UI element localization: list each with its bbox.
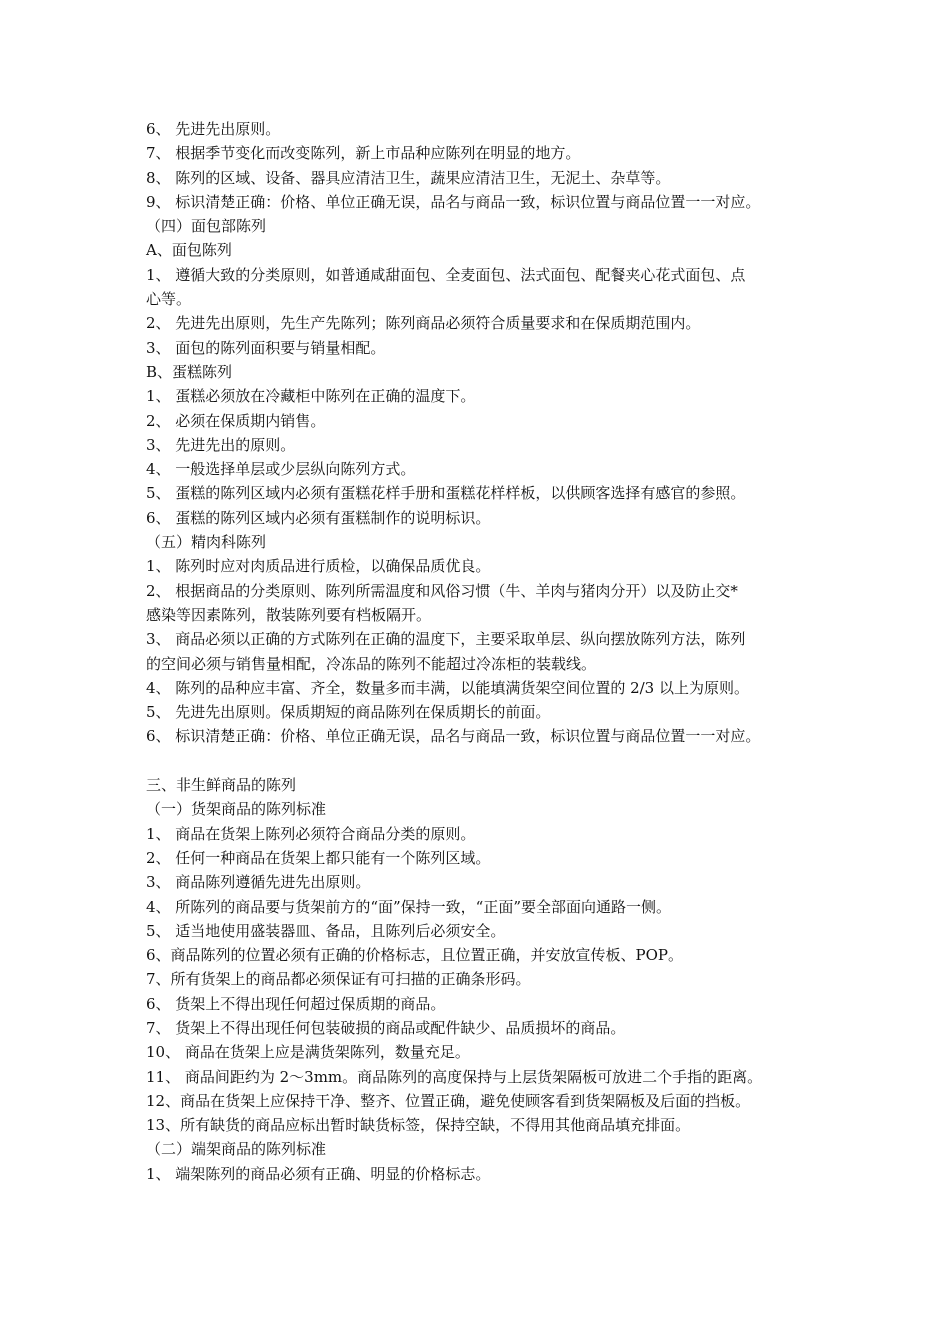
text-line: 2、 根据商品的分类原则、陈列所需温度和风俗习惯（牛、羊肉与猪肉分开）以及防止交*: [146, 581, 738, 600]
text-line: 1、 陈列时应对肉质品进行质检，以确保品质优良。: [146, 557, 491, 576]
text-line: 6、商品陈列的位置必须有正确的价格标志，且位置正确，并安放宣传板、POP。: [146, 946, 684, 965]
text-line: 感染等因素陈列，散装陈列要有档板隔开。: [146, 605, 432, 624]
text-line: 7、所有货架上的商品都必须保证有可扫描的正确条形码。: [146, 970, 531, 989]
text-line: 4、 所陈列的商品要与货架前方的“面”保持一致，“正面”要全部面向通路一侧。: [146, 897, 671, 916]
subsection-heading: A、面包陈列: [146, 241, 232, 260]
text-line: 12、商品在货架上应保持干净、整齐、位置正确，避免使顾客看到货架隔板及后面的挡板。: [146, 1091, 751, 1110]
text-line: 6、 先进先出原则。: [146, 120, 281, 138]
text-line: 6、 货架上不得出现任何超过保质期的商品。: [146, 994, 446, 1013]
text-line: 5、 适当地使用盛装器皿、备品，且陈列后必须安全。: [146, 921, 506, 940]
text-line: 13、所有缺货的商品应标出暂时缺货标签，保持空缺，不得用其他商品填充排面。: [146, 1116, 691, 1135]
text-line: 5、 蛋糕的陈列区域内必须有蛋糕花样手册和蛋糕花样样板，以供顾客选择有感官的参照。: [146, 484, 746, 503]
text-line: 8、 陈列的区域、设备、器具应清洁卫生，蔬果应清洁卫生，无泥土、杂草等。: [146, 168, 671, 187]
text-line: 6、 蛋糕的陈列区域内必须有蛋糕制作的说明标识。: [146, 508, 491, 527]
text-line: 1、 端架陈列的商品必须有正确、明显的价格标志。: [146, 1164, 491, 1183]
subsection-heading: B、蛋糕陈列: [146, 362, 233, 381]
text-line: 心等。: [146, 290, 192, 309]
text-line: 10、 商品在货架上应是满货架陈列，数量充足。: [146, 1043, 470, 1062]
section-heading: （一）货架商品的陈列标准: [146, 800, 327, 819]
text-line: 1、 遵循大致的分类原则，如普通咸甜面包、全麦面包、法式面包、配餐夹心花式面包、点: [146, 265, 746, 284]
text-line: 1、 蛋糕必须放在冷藏柜中陈列在正确的温度下。: [146, 387, 476, 406]
text-line: 1、 商品在货架上陈列必须符合商品分类的原则。: [146, 824, 476, 843]
text-line: 3、 商品必须以正确的方式陈列在正确的温度下，主要采取单层、纵向摆放陈列方法，陈列: [146, 630, 746, 649]
text-line: 4、 陈列的品种应丰富、齐全，数量多而丰满，以能填满货架空间位置的 2/3 以上为原则。: [146, 678, 749, 697]
text-line: 的空间必须与销售量相配，冷冻品的陈列不能超过冷冻柜的装载线。: [146, 654, 597, 673]
text-line: 7、 货架上不得出现任何包装破损的商品或配件缺少、品质损坏的商品。: [146, 1018, 626, 1037]
section-heading: （五）精肉科陈列: [146, 533, 267, 552]
text-line: 2、 必须在保质期内销售。: [146, 411, 326, 430]
text-line: 9、 标识清楚正确：价格、单位正确无误，品名与商品一致，标识位置与商品位置一一对应。: [146, 192, 761, 211]
blank-line: [146, 749, 816, 773]
text-line: 11、 商品间距约为 2～3mm。商品陈列的高度保持与上层货架隔板可放进二个手指的距离。: [146, 1067, 763, 1086]
text-line: 6、 标识清楚正确：价格、单位正确无误，品名与商品一致，标识位置与商品位置一一对应。: [146, 727, 761, 746]
text-line: 3、 面包的陈列面积要与销量相配。: [146, 338, 386, 357]
text-line: 3、 先进先出的原则。: [146, 435, 296, 454]
text-line: 2、 任何一种商品在货架上都只能有一个陈列区域。: [146, 848, 491, 867]
text-line: 7、 根据季节变化而改变陈列，新上市品种应陈列在明显的地方。: [146, 144, 581, 163]
text-line: 2、 先进先出原则，先生产先陈列；陈列商品必须符合质量要求和在保质期范围内。: [146, 314, 701, 333]
text-line: 4、 一般选择单层或少层纵向陈列方式。: [146, 460, 416, 479]
section-heading: （四）面包部陈列: [146, 217, 267, 236]
chapter-heading: 三、非生鲜商品的陈列: [146, 776, 297, 795]
section-heading: （二）端架商品的陈列标准: [146, 1140, 327, 1159]
text-line: 3、 商品陈列遵循先进先出原则。: [146, 873, 371, 892]
document-body: [146, 117, 816, 1186]
text-line: 5、 先进先出原则。保质期短的商品陈列在保质期长的前面。: [146, 703, 551, 722]
